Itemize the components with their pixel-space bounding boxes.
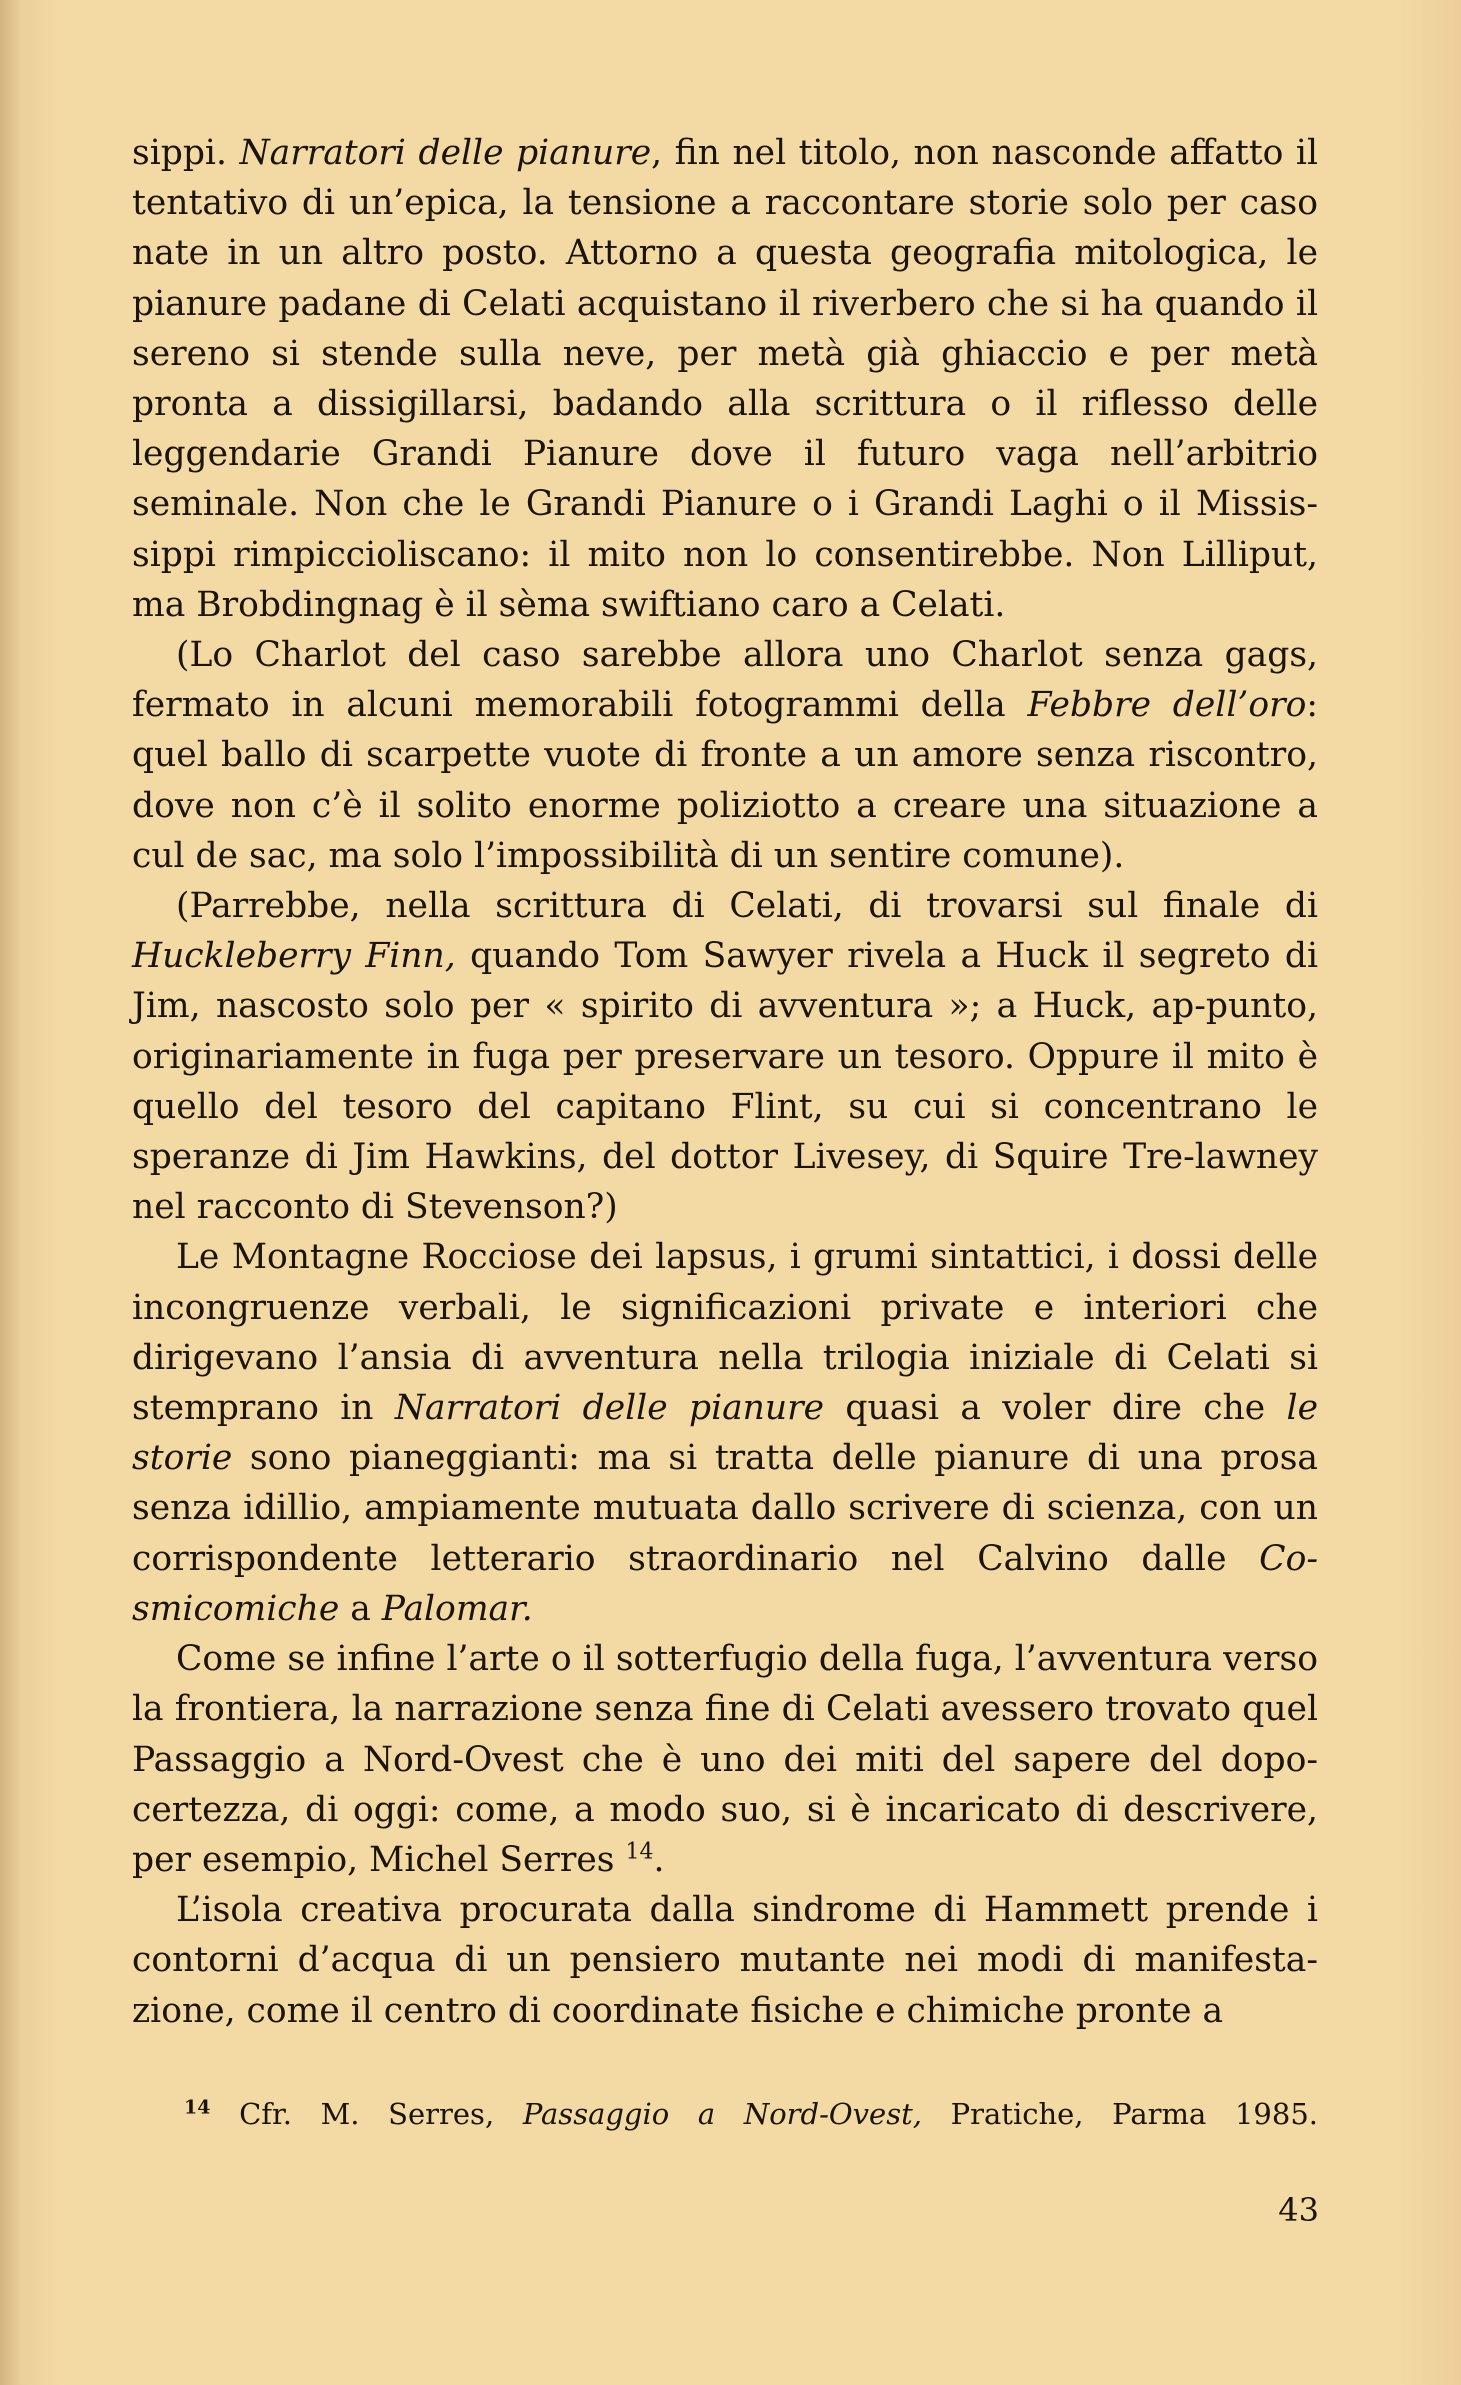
text-run: , fin nel titolo, non nasconde affatto il tentativo di un’epica, la tensione a raccontare storie solo per caso nate in un altro posto. Attorno a questa geografia mitologica, le pianure padane di Celati acquistano il riverbero che si ha quando il sereno si stende sulla neve, per metà già ghiaccio e per metà pronta a dissigillarsi, badando alla scrittura o il riflesso delle leggendarie Grandi Pianure dove il futuro vaga nell’arbitrio seminale. Non che le Grandi Pianure o i Grandi Laghi o il Missis-sippi rimpiccioliscano: il mito non lo consentirebbe. Non Lilliput, ma Brobdingnag è il sèma swiftiano caro a Celati. [132, 133, 1318, 625]
italic-text: Palomar. [381, 1588, 533, 1629]
italic-text: le storie [132, 1388, 1318, 1479]
text-run: (Lo Charlot del caso sarebbe allora uno Charlot senza gags, fermato in alcuni memorabili fotogrammi della [132, 635, 1318, 726]
page-number: 43 [1278, 2191, 1319, 2229]
footnote [184, 2094, 1318, 2134]
footnote-marker: 14 [184, 2096, 211, 2119]
text-run: a [339, 1588, 382, 1629]
text-run: quando Tom Sawyer rivela a Huck il segreto di Jim, nascosto solo per « spirito di avventura »; a Huck, ap-punto, originariamente in fuga per preservare un tesoro. Oppure il mito è quello del tesoro del capitano Flint, su cui si concentrano le speranze di Jim Hawkins, del dottor Livesey, di Squire Tre-lawney nel racconto di Stevenson?) [132, 936, 1318, 1228]
text-run: Le Montagne Rocciose dei lapsus, i grumi sintattici, i dossi delle incongruenze verbali, le significazioni private e interiori che dirigevano l’ansia di avventura nella trilogia iniziale di Celati si stemprano in [132, 1237, 1318, 1429]
footnote-title: Passaggio a Nord-Ovest, [522, 2097, 922, 2131]
text-run: L’isola creativa procurata dalla sindrome di Hammett prende i contorni d’acqua di un pensiero mutante nei modi di manifesta-zione, come il centro di coordinate fisiche e chimiche pronte a [132, 1890, 1318, 2031]
italic-text: Co-smicomiche [132, 1538, 1318, 1629]
italic-text: Febbre dell’oro [1027, 685, 1307, 726]
italic-text: Narratori delle pianure [239, 133, 652, 173]
paragraph [132, 1634, 1318, 1885]
footnote-suffix: Pratiche, Parma 1985. [921, 2097, 1318, 2131]
text-run: (Parrebbe, nella scrittura di Celati, di trovarsi sul finale di [176, 886, 1318, 927]
paragraph [132, 128, 1318, 630]
body-text [132, 128, 1318, 2036]
text-run: Come se infine l’arte o il sotterfugio della fuga, l’avventura verso la frontiera, la narrazione senza fine di Celati avessero trovato quel Passaggio a Nord-Ovest che è uno dei miti del sapere del dopo-certezza, di oggi: come, a modo suo, si è incaricato di descrivere, per esempio, Michel Serres [132, 1639, 1318, 1880]
text-run: sono pianeggianti: ma si tratta delle pianure di una prosa senza idillio, ampiamente mutuata dallo scrivere di scienza, con un corrispondente letterario straordinario nel Calvino dalle [132, 1438, 1318, 1579]
text-run: : quel ballo di scarpette vuote di fronte a un amore senza riscontro, dove non c’è il solito enorme poliziotto a creare una situazione a cul de sac, ma solo l’impossibilità di un sentire comune). [132, 685, 1318, 876]
footnote-prefix: Cfr. M. Serres, [210, 2097, 523, 2131]
paragraph [132, 881, 1318, 1232]
paragraph [132, 630, 1318, 881]
paragraph [132, 1232, 1318, 1634]
italic-text: Narratori delle pianure [394, 1388, 825, 1429]
footnote-reference: 14 [625, 1839, 654, 1865]
text-run: sippi. [132, 133, 240, 173]
paragraph [132, 1885, 1318, 2036]
text-run: . [653, 1839, 665, 1880]
italic-text: Huckleberry Finn, [132, 936, 456, 977]
text-run: quasi a voler dire che [824, 1388, 1287, 1429]
